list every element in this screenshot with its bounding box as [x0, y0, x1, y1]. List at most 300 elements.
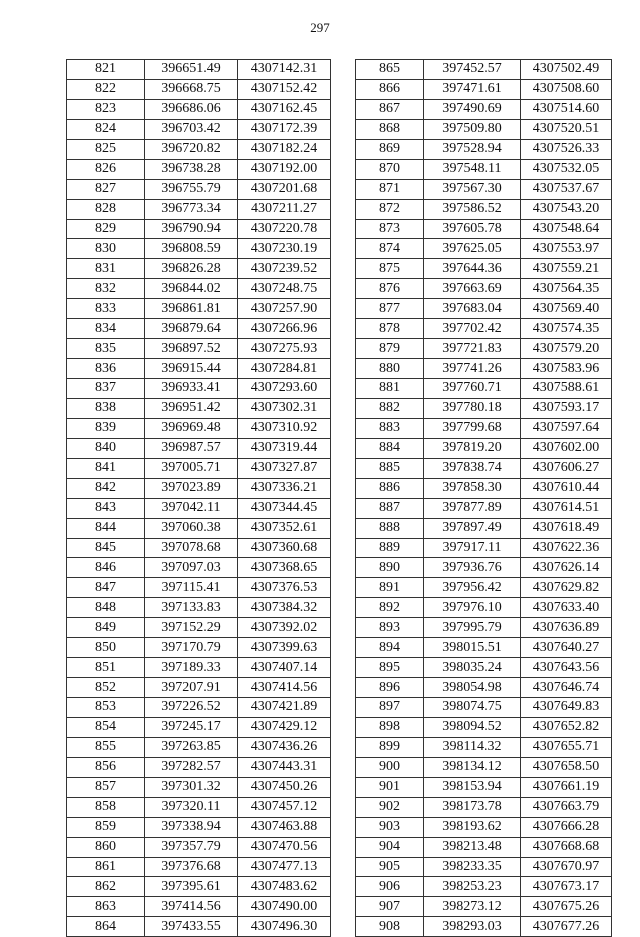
- table-row: [67, 638, 331, 658]
- table-row: [356, 179, 612, 199]
- y-coordinate-cell: 4307230.19: [238, 239, 331, 259]
- y-coordinate-cell: 4307622.36: [521, 538, 612, 558]
- point-number-cell: 877: [356, 299, 424, 319]
- y-coordinate-cell: 4307248.75: [238, 279, 331, 299]
- x-coordinate-cell: 396773.34: [145, 199, 238, 219]
- table-row: [67, 418, 331, 438]
- y-coordinate-cell: 4307463.88: [238, 817, 331, 837]
- x-coordinate-cell: 397976.10: [424, 598, 521, 618]
- table-row: [67, 239, 331, 259]
- point-number-cell: 871: [356, 179, 424, 199]
- y-coordinate-cell: 4307352.61: [238, 518, 331, 538]
- y-coordinate-cell: 4307649.83: [521, 698, 612, 718]
- x-coordinate-cell: 396861.81: [145, 299, 238, 319]
- y-coordinate-cell: 4307201.68: [238, 179, 331, 199]
- y-coordinate-cell: 4307344.45: [238, 498, 331, 518]
- point-number-cell: 889: [356, 538, 424, 558]
- point-number-cell: 836: [67, 359, 145, 379]
- table-row: [356, 319, 612, 339]
- point-number-cell: 855: [67, 737, 145, 757]
- y-coordinate-cell: 4307293.60: [238, 379, 331, 399]
- y-coordinate-cell: 4307450.26: [238, 777, 331, 797]
- point-number-cell: 897: [356, 698, 424, 718]
- table-row: [67, 518, 331, 538]
- table-row: [67, 538, 331, 558]
- table-row: [356, 598, 612, 618]
- y-coordinate-cell: 4307192.00: [238, 159, 331, 179]
- table-row: [356, 398, 612, 418]
- table-row: [356, 99, 612, 119]
- x-coordinate-cell: 397995.79: [424, 618, 521, 638]
- x-coordinate-cell: 397702.42: [424, 319, 521, 339]
- point-number-cell: 865: [356, 60, 424, 80]
- table-row: [67, 737, 331, 757]
- x-coordinate-cell: 398035.24: [424, 658, 521, 678]
- x-coordinate-cell: 396879.64: [145, 319, 238, 339]
- table-row: [67, 119, 331, 139]
- point-number-cell: 873: [356, 219, 424, 239]
- point-number-cell: 891: [356, 578, 424, 598]
- x-coordinate-cell: 398253.23: [424, 877, 521, 897]
- table-row: [356, 877, 612, 897]
- point-number-cell: 881: [356, 379, 424, 399]
- point-number-cell: 827: [67, 179, 145, 199]
- y-coordinate-cell: 4307220.78: [238, 219, 331, 239]
- y-coordinate-cell: 4307606.27: [521, 458, 612, 478]
- y-coordinate-cell: 4307457.12: [238, 797, 331, 817]
- y-coordinate-cell: 4307239.52: [238, 259, 331, 279]
- x-coordinate-cell: 398173.78: [424, 797, 521, 817]
- table-row: [356, 518, 612, 538]
- x-coordinate-cell: 398054.98: [424, 678, 521, 698]
- point-number-cell: 840: [67, 438, 145, 458]
- table-row: [356, 279, 612, 299]
- point-number-cell: 854: [67, 717, 145, 737]
- table-row: [67, 757, 331, 777]
- table-row: [67, 299, 331, 319]
- point-number-cell: 893: [356, 618, 424, 638]
- x-coordinate-cell: 396987.57: [145, 438, 238, 458]
- y-coordinate-cell: 4307655.71: [521, 737, 612, 757]
- y-coordinate-cell: 4307574.35: [521, 319, 612, 339]
- point-number-cell: 861: [67, 857, 145, 877]
- y-coordinate-cell: 4307640.27: [521, 638, 612, 658]
- x-coordinate-cell: 397877.89: [424, 498, 521, 518]
- table-row: [356, 538, 612, 558]
- y-coordinate-cell: 4307626.14: [521, 558, 612, 578]
- table-row: [356, 658, 612, 678]
- point-number-cell: 833: [67, 299, 145, 319]
- y-coordinate-cell: 4307407.14: [238, 658, 331, 678]
- table-row: [356, 159, 612, 179]
- point-number-cell: 821: [67, 60, 145, 80]
- point-number-cell: 885: [356, 458, 424, 478]
- x-coordinate-cell: 397819.20: [424, 438, 521, 458]
- point-number-cell: 905: [356, 857, 424, 877]
- x-coordinate-cell: 398015.51: [424, 638, 521, 658]
- table-row: [356, 837, 612, 857]
- point-number-cell: 835: [67, 339, 145, 359]
- point-number-cell: 866: [356, 79, 424, 99]
- point-number-cell: 895: [356, 658, 424, 678]
- x-coordinate-cell: 397338.94: [145, 817, 238, 837]
- table-row: [67, 159, 331, 179]
- point-number-cell: 892: [356, 598, 424, 618]
- table-row: [356, 219, 612, 239]
- x-coordinate-cell: 397414.56: [145, 897, 238, 917]
- point-number-cell: 906: [356, 877, 424, 897]
- point-number-cell: 839: [67, 418, 145, 438]
- x-coordinate-cell: 397357.79: [145, 837, 238, 857]
- point-number-cell: 900: [356, 757, 424, 777]
- y-coordinate-cell: 4307614.51: [521, 498, 612, 518]
- x-coordinate-cell: 396915.44: [145, 359, 238, 379]
- x-coordinate-cell: 396686.06: [145, 99, 238, 119]
- x-coordinate-cell: 397452.57: [424, 60, 521, 80]
- x-coordinate-cell: 397133.83: [145, 598, 238, 618]
- x-coordinate-cell: 397097.03: [145, 558, 238, 578]
- table-row: [67, 777, 331, 797]
- point-number-cell: 896: [356, 678, 424, 698]
- x-coordinate-cell: 396826.28: [145, 259, 238, 279]
- point-number-cell: 903: [356, 817, 424, 837]
- x-coordinate-cell: 397226.52: [145, 698, 238, 718]
- point-number-cell: 826: [67, 159, 145, 179]
- x-coordinate-cell: 397799.68: [424, 418, 521, 438]
- point-number-cell: 862: [67, 877, 145, 897]
- point-number-cell: 880: [356, 359, 424, 379]
- table-row: [356, 717, 612, 737]
- y-coordinate-cell: 4307636.89: [521, 618, 612, 638]
- x-coordinate-cell: 398153.94: [424, 777, 521, 797]
- x-coordinate-cell: 397282.57: [145, 757, 238, 777]
- x-coordinate-cell: 397320.11: [145, 797, 238, 817]
- table-row: [356, 438, 612, 458]
- table-row: [67, 598, 331, 618]
- point-number-cell: 868: [356, 119, 424, 139]
- y-coordinate-cell: 4307327.87: [238, 458, 331, 478]
- point-number-cell: 822: [67, 79, 145, 99]
- y-coordinate-cell: 4307502.49: [521, 60, 612, 80]
- x-coordinate-cell: 398273.12: [424, 897, 521, 917]
- x-coordinate-cell: 396790.94: [145, 219, 238, 239]
- y-coordinate-cell: 4307520.51: [521, 119, 612, 139]
- x-coordinate-cell: 396755.79: [145, 179, 238, 199]
- table-row: [67, 558, 331, 578]
- point-number-cell: 838: [67, 398, 145, 418]
- point-number-cell: 837: [67, 379, 145, 399]
- x-coordinate-cell: 396897.52: [145, 339, 238, 359]
- table-row: [67, 259, 331, 279]
- x-coordinate-cell: 397858.30: [424, 478, 521, 498]
- y-coordinate-cell: 4307583.96: [521, 359, 612, 379]
- table-row: [67, 99, 331, 119]
- x-coordinate-cell: 398233.35: [424, 857, 521, 877]
- x-coordinate-cell: 397838.74: [424, 458, 521, 478]
- y-coordinate-cell: 4307633.40: [521, 598, 612, 618]
- y-coordinate-cell: 4307496.30: [238, 917, 331, 937]
- point-number-cell: 858: [67, 797, 145, 817]
- y-coordinate-cell: 4307526.33: [521, 139, 612, 159]
- table-row: [67, 817, 331, 837]
- point-number-cell: 864: [67, 917, 145, 937]
- x-coordinate-cell: 397301.32: [145, 777, 238, 797]
- x-coordinate-cell: 397471.61: [424, 79, 521, 99]
- table-row: [67, 219, 331, 239]
- table-row: [356, 299, 612, 319]
- y-coordinate-cell: 4307543.20: [521, 199, 612, 219]
- y-coordinate-cell: 4307673.17: [521, 877, 612, 897]
- y-coordinate-cell: 4307266.96: [238, 319, 331, 339]
- point-number-cell: 878: [356, 319, 424, 339]
- y-coordinate-cell: 4307548.64: [521, 219, 612, 239]
- y-coordinate-cell: 4307429.12: [238, 717, 331, 737]
- x-coordinate-cell: 397917.11: [424, 538, 521, 558]
- point-number-cell: 869: [356, 139, 424, 159]
- x-coordinate-cell: 396651.49: [145, 60, 238, 80]
- table-row: [67, 678, 331, 698]
- point-number-cell: 882: [356, 398, 424, 418]
- point-number-cell: 853: [67, 698, 145, 718]
- point-number-cell: 857: [67, 777, 145, 797]
- point-number-cell: 883: [356, 418, 424, 438]
- y-coordinate-cell: 4307470.56: [238, 837, 331, 857]
- point-number-cell: 886: [356, 478, 424, 498]
- point-number-cell: 876: [356, 279, 424, 299]
- table-row: [67, 717, 331, 737]
- point-number-cell: 823: [67, 99, 145, 119]
- y-coordinate-cell: 4307490.00: [238, 897, 331, 917]
- point-number-cell: 890: [356, 558, 424, 578]
- x-coordinate-cell: 397042.11: [145, 498, 238, 518]
- x-coordinate-cell: 397115.41: [145, 578, 238, 598]
- point-number-cell: 841: [67, 458, 145, 478]
- table-row: [67, 139, 331, 159]
- coordinate-table-left: [66, 59, 331, 937]
- y-coordinate-cell: 4307670.97: [521, 857, 612, 877]
- y-coordinate-cell: 4307162.45: [238, 99, 331, 119]
- table-row: [67, 498, 331, 518]
- y-coordinate-cell: 4307602.00: [521, 438, 612, 458]
- y-coordinate-cell: 4307336.21: [238, 478, 331, 498]
- y-coordinate-cell: 4307646.74: [521, 678, 612, 698]
- x-coordinate-cell: 398114.32: [424, 737, 521, 757]
- point-number-cell: 875: [356, 259, 424, 279]
- y-coordinate-cell: 4307172.39: [238, 119, 331, 139]
- table-row: [356, 797, 612, 817]
- point-number-cell: 848: [67, 598, 145, 618]
- table-row: [67, 458, 331, 478]
- table-row: [356, 698, 612, 718]
- y-coordinate-cell: 4307483.62: [238, 877, 331, 897]
- table-row: [356, 737, 612, 757]
- x-coordinate-cell: 397663.69: [424, 279, 521, 299]
- y-coordinate-cell: 4307559.21: [521, 259, 612, 279]
- table-row: [356, 757, 612, 777]
- point-number-cell: 850: [67, 638, 145, 658]
- point-number-cell: 907: [356, 897, 424, 917]
- y-coordinate-cell: 4307319.44: [238, 438, 331, 458]
- point-number-cell: 828: [67, 199, 145, 219]
- x-coordinate-cell: 397263.85: [145, 737, 238, 757]
- y-coordinate-cell: 4307593.17: [521, 398, 612, 418]
- point-number-cell: 825: [67, 139, 145, 159]
- y-coordinate-cell: 4307477.13: [238, 857, 331, 877]
- point-number-cell: 852: [67, 678, 145, 698]
- y-coordinate-cell: 4307152.42: [238, 79, 331, 99]
- x-coordinate-cell: 396738.28: [145, 159, 238, 179]
- point-number-cell: 831: [67, 259, 145, 279]
- table-row: [67, 797, 331, 817]
- x-coordinate-cell: 398094.52: [424, 717, 521, 737]
- table-row: [356, 259, 612, 279]
- x-coordinate-cell: 397625.05: [424, 239, 521, 259]
- y-coordinate-cell: 4307376.53: [238, 578, 331, 598]
- point-number-cell: 867: [356, 99, 424, 119]
- y-coordinate-cell: 4307514.60: [521, 99, 612, 119]
- y-coordinate-cell: 4307310.92: [238, 418, 331, 438]
- table-row: [356, 558, 612, 578]
- x-coordinate-cell: 397170.79: [145, 638, 238, 658]
- x-coordinate-cell: 397936.76: [424, 558, 521, 578]
- y-coordinate-cell: 4307629.82: [521, 578, 612, 598]
- y-coordinate-cell: 4307257.90: [238, 299, 331, 319]
- table-row: [356, 379, 612, 399]
- point-number-cell: 874: [356, 239, 424, 259]
- x-coordinate-cell: 398193.62: [424, 817, 521, 837]
- point-number-cell: 824: [67, 119, 145, 139]
- point-number-cell: 902: [356, 797, 424, 817]
- y-coordinate-cell: 4307553.97: [521, 239, 612, 259]
- table-row: [356, 139, 612, 159]
- point-number-cell: 860: [67, 837, 145, 857]
- x-coordinate-cell: 396969.48: [145, 418, 238, 438]
- y-coordinate-cell: 4307182.24: [238, 139, 331, 159]
- table-row: [67, 398, 331, 418]
- table-row: [67, 339, 331, 359]
- y-coordinate-cell: 4307211.27: [238, 199, 331, 219]
- table-row: [356, 917, 612, 937]
- point-number-cell: 844: [67, 518, 145, 538]
- x-coordinate-cell: 397060.38: [145, 518, 238, 538]
- point-number-cell: 845: [67, 538, 145, 558]
- point-number-cell: 851: [67, 658, 145, 678]
- y-coordinate-cell: 4307564.35: [521, 279, 612, 299]
- table-row: [67, 359, 331, 379]
- x-coordinate-cell: 397395.61: [145, 877, 238, 897]
- table-row: [356, 359, 612, 379]
- table-row: [356, 498, 612, 518]
- x-coordinate-cell: 398074.75: [424, 698, 521, 718]
- table-row: [67, 837, 331, 857]
- table-row: [67, 917, 331, 937]
- table-row: [67, 79, 331, 99]
- y-coordinate-cell: 4307508.60: [521, 79, 612, 99]
- y-coordinate-cell: 4307284.81: [238, 359, 331, 379]
- y-coordinate-cell: 4307392.02: [238, 618, 331, 638]
- table-row: [356, 60, 612, 80]
- table-row: [356, 79, 612, 99]
- table-row: [356, 618, 612, 638]
- point-number-cell: 908: [356, 917, 424, 937]
- point-number-cell: 834: [67, 319, 145, 339]
- point-number-cell: 884: [356, 438, 424, 458]
- x-coordinate-cell: 397433.55: [145, 917, 238, 937]
- y-coordinate-cell: 4307643.56: [521, 658, 612, 678]
- x-coordinate-cell: 398213.48: [424, 837, 521, 857]
- y-coordinate-cell: 4307675.26: [521, 897, 612, 917]
- point-number-cell: 872: [356, 199, 424, 219]
- table-row: [356, 339, 612, 359]
- x-coordinate-cell: 397956.42: [424, 578, 521, 598]
- x-coordinate-cell: 396703.42: [145, 119, 238, 139]
- x-coordinate-cell: 397780.18: [424, 398, 521, 418]
- table-row: [67, 658, 331, 678]
- point-number-cell: 843: [67, 498, 145, 518]
- table-row: [67, 877, 331, 897]
- y-coordinate-cell: 4307414.56: [238, 678, 331, 698]
- point-number-cell: 863: [67, 897, 145, 917]
- x-coordinate-cell: 396808.59: [145, 239, 238, 259]
- point-number-cell: 870: [356, 159, 424, 179]
- y-coordinate-cell: 4307663.79: [521, 797, 612, 817]
- table-row: [356, 777, 612, 797]
- y-coordinate-cell: 4307610.44: [521, 478, 612, 498]
- table-row: [67, 319, 331, 339]
- y-coordinate-cell: 4307368.65: [238, 558, 331, 578]
- table-row: [356, 817, 612, 837]
- x-coordinate-cell: 398134.12: [424, 757, 521, 777]
- y-coordinate-cell: 4307142.31: [238, 60, 331, 80]
- y-coordinate-cell: 4307658.50: [521, 757, 612, 777]
- y-coordinate-cell: 4307652.82: [521, 717, 612, 737]
- table-row: [356, 638, 612, 658]
- y-coordinate-cell: 4307569.40: [521, 299, 612, 319]
- point-number-cell: 859: [67, 817, 145, 837]
- x-coordinate-cell: 397207.91: [145, 678, 238, 698]
- point-number-cell: 847: [67, 578, 145, 598]
- point-number-cell: 904: [356, 837, 424, 857]
- table-row: [67, 199, 331, 219]
- table-row: [67, 379, 331, 399]
- x-coordinate-cell: 396720.82: [145, 139, 238, 159]
- point-number-cell: 887: [356, 498, 424, 518]
- point-number-cell: 898: [356, 717, 424, 737]
- table-row: [356, 239, 612, 259]
- point-number-cell: 879: [356, 339, 424, 359]
- point-number-cell: 842: [67, 478, 145, 498]
- table-row: [356, 578, 612, 598]
- x-coordinate-cell: 397189.33: [145, 658, 238, 678]
- y-coordinate-cell: 4307677.26: [521, 917, 612, 937]
- x-coordinate-cell: 396933.41: [145, 379, 238, 399]
- x-coordinate-cell: 396844.02: [145, 279, 238, 299]
- x-coordinate-cell: 397509.80: [424, 119, 521, 139]
- table-row: [356, 678, 612, 698]
- x-coordinate-cell: 397490.69: [424, 99, 521, 119]
- x-coordinate-cell: 397078.68: [145, 538, 238, 558]
- y-coordinate-cell: 4307537.67: [521, 179, 612, 199]
- y-coordinate-cell: 4307421.89: [238, 698, 331, 718]
- x-coordinate-cell: 397683.04: [424, 299, 521, 319]
- table-row: [356, 199, 612, 219]
- table-row: [67, 618, 331, 638]
- table-row: [67, 179, 331, 199]
- table-row: [67, 698, 331, 718]
- x-coordinate-cell: 397548.11: [424, 159, 521, 179]
- point-number-cell: 849: [67, 618, 145, 638]
- y-coordinate-cell: 4307661.19: [521, 777, 612, 797]
